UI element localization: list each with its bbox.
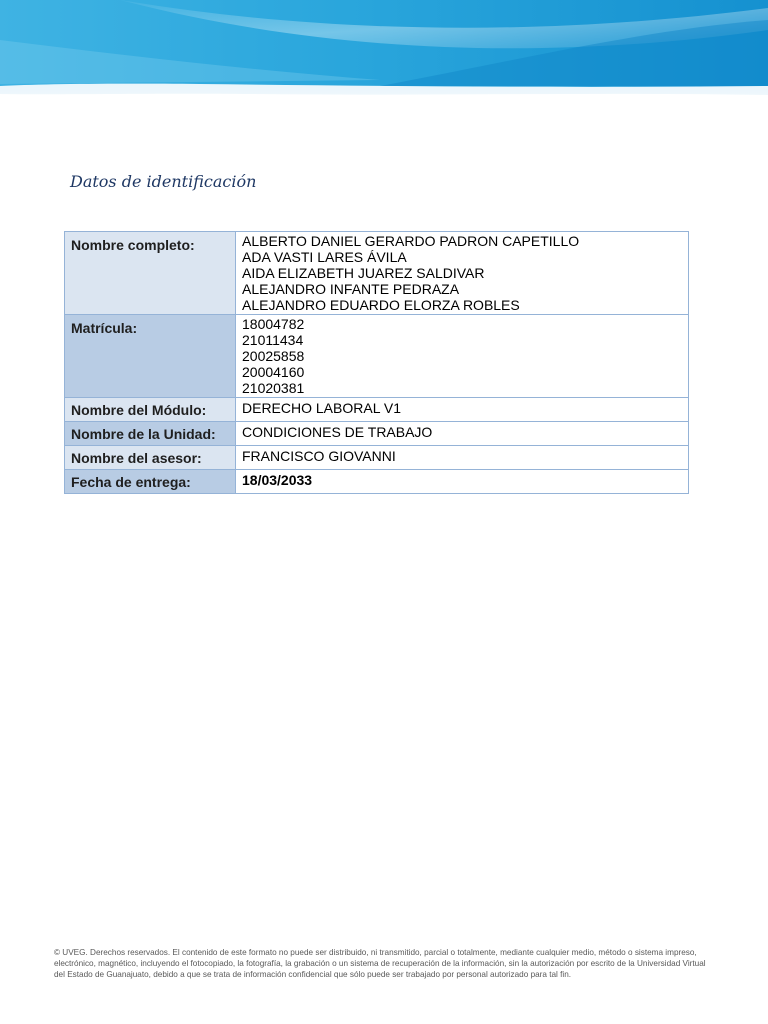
delivery-date-label: Fecha de entrega: [65,470,236,494]
copyright-footer: © UVEG. Derechos reservados. El contenido de este formato no puede ser distribuido, ni transmitido, parcial o totalmente, mediante cualquier medio, método o sistema impreso, electrónico, magnético, incluyendo el fotocopiado, la fotografía, la grabación o un sistema de recuperación de la información, sin la autorización por escrito de la Universidad Virtual del Estado de Guanajuato, debido a que se trata de información confidencial que sólo puede ser trabajado por personal autorizado para tal fin. [54,948,706,979]
delivery-date-value: 18/03/2033 [236,470,689,494]
full-name-value: AIDA ELIZABETH JUAREZ SALDIVAR [242,265,485,281]
student-id-values [236,315,689,398]
module-name-label: Nombre del Módulo: [65,398,236,422]
full-name-value: ALEJANDRO EDUARDO ELORZA ROBLES [242,297,520,313]
full-name-label: Nombre completo: [65,232,236,315]
section-title: Datos de identificación [70,172,257,191]
table-row-student-id [65,315,689,398]
table-row-advisor-name [65,446,689,470]
student-id-value: 20004160 [242,364,305,380]
full-name-value: ALEJANDRO INFANTE PEDRAZA [242,281,460,297]
full-name-value: ALBERTO DANIEL GERARDO PADRON CAPETILLO [242,233,580,249]
student-id-value: 21011434 [242,332,304,348]
table-row-delivery-date [65,470,689,494]
table-row-unit-name [65,422,689,446]
student-id-value: 18004782 [242,316,305,332]
module-name-value: DERECHO LABORAL V1 [236,398,689,422]
unit-name-value: CONDICIONES DE TRABAJO [236,422,689,446]
table-row-full-name [65,232,689,315]
student-id-value: 21020381 [242,380,305,396]
advisor-name-label: Nombre del asesor: [65,446,236,470]
advisor-name-value: FRANCISCO GIOVANNI [236,446,689,470]
table-row-module-name [65,398,689,422]
unit-name-label: Nombre de la Unidad: [65,422,236,446]
full-name-value: ADA VASTI LARES ÁVILA [242,249,407,265]
header-banner [0,0,768,100]
student-id-value: 20025858 [242,348,305,364]
identification-table [64,231,689,494]
full-name-values [236,232,689,315]
student-id-label: Matrícula: [65,315,236,398]
